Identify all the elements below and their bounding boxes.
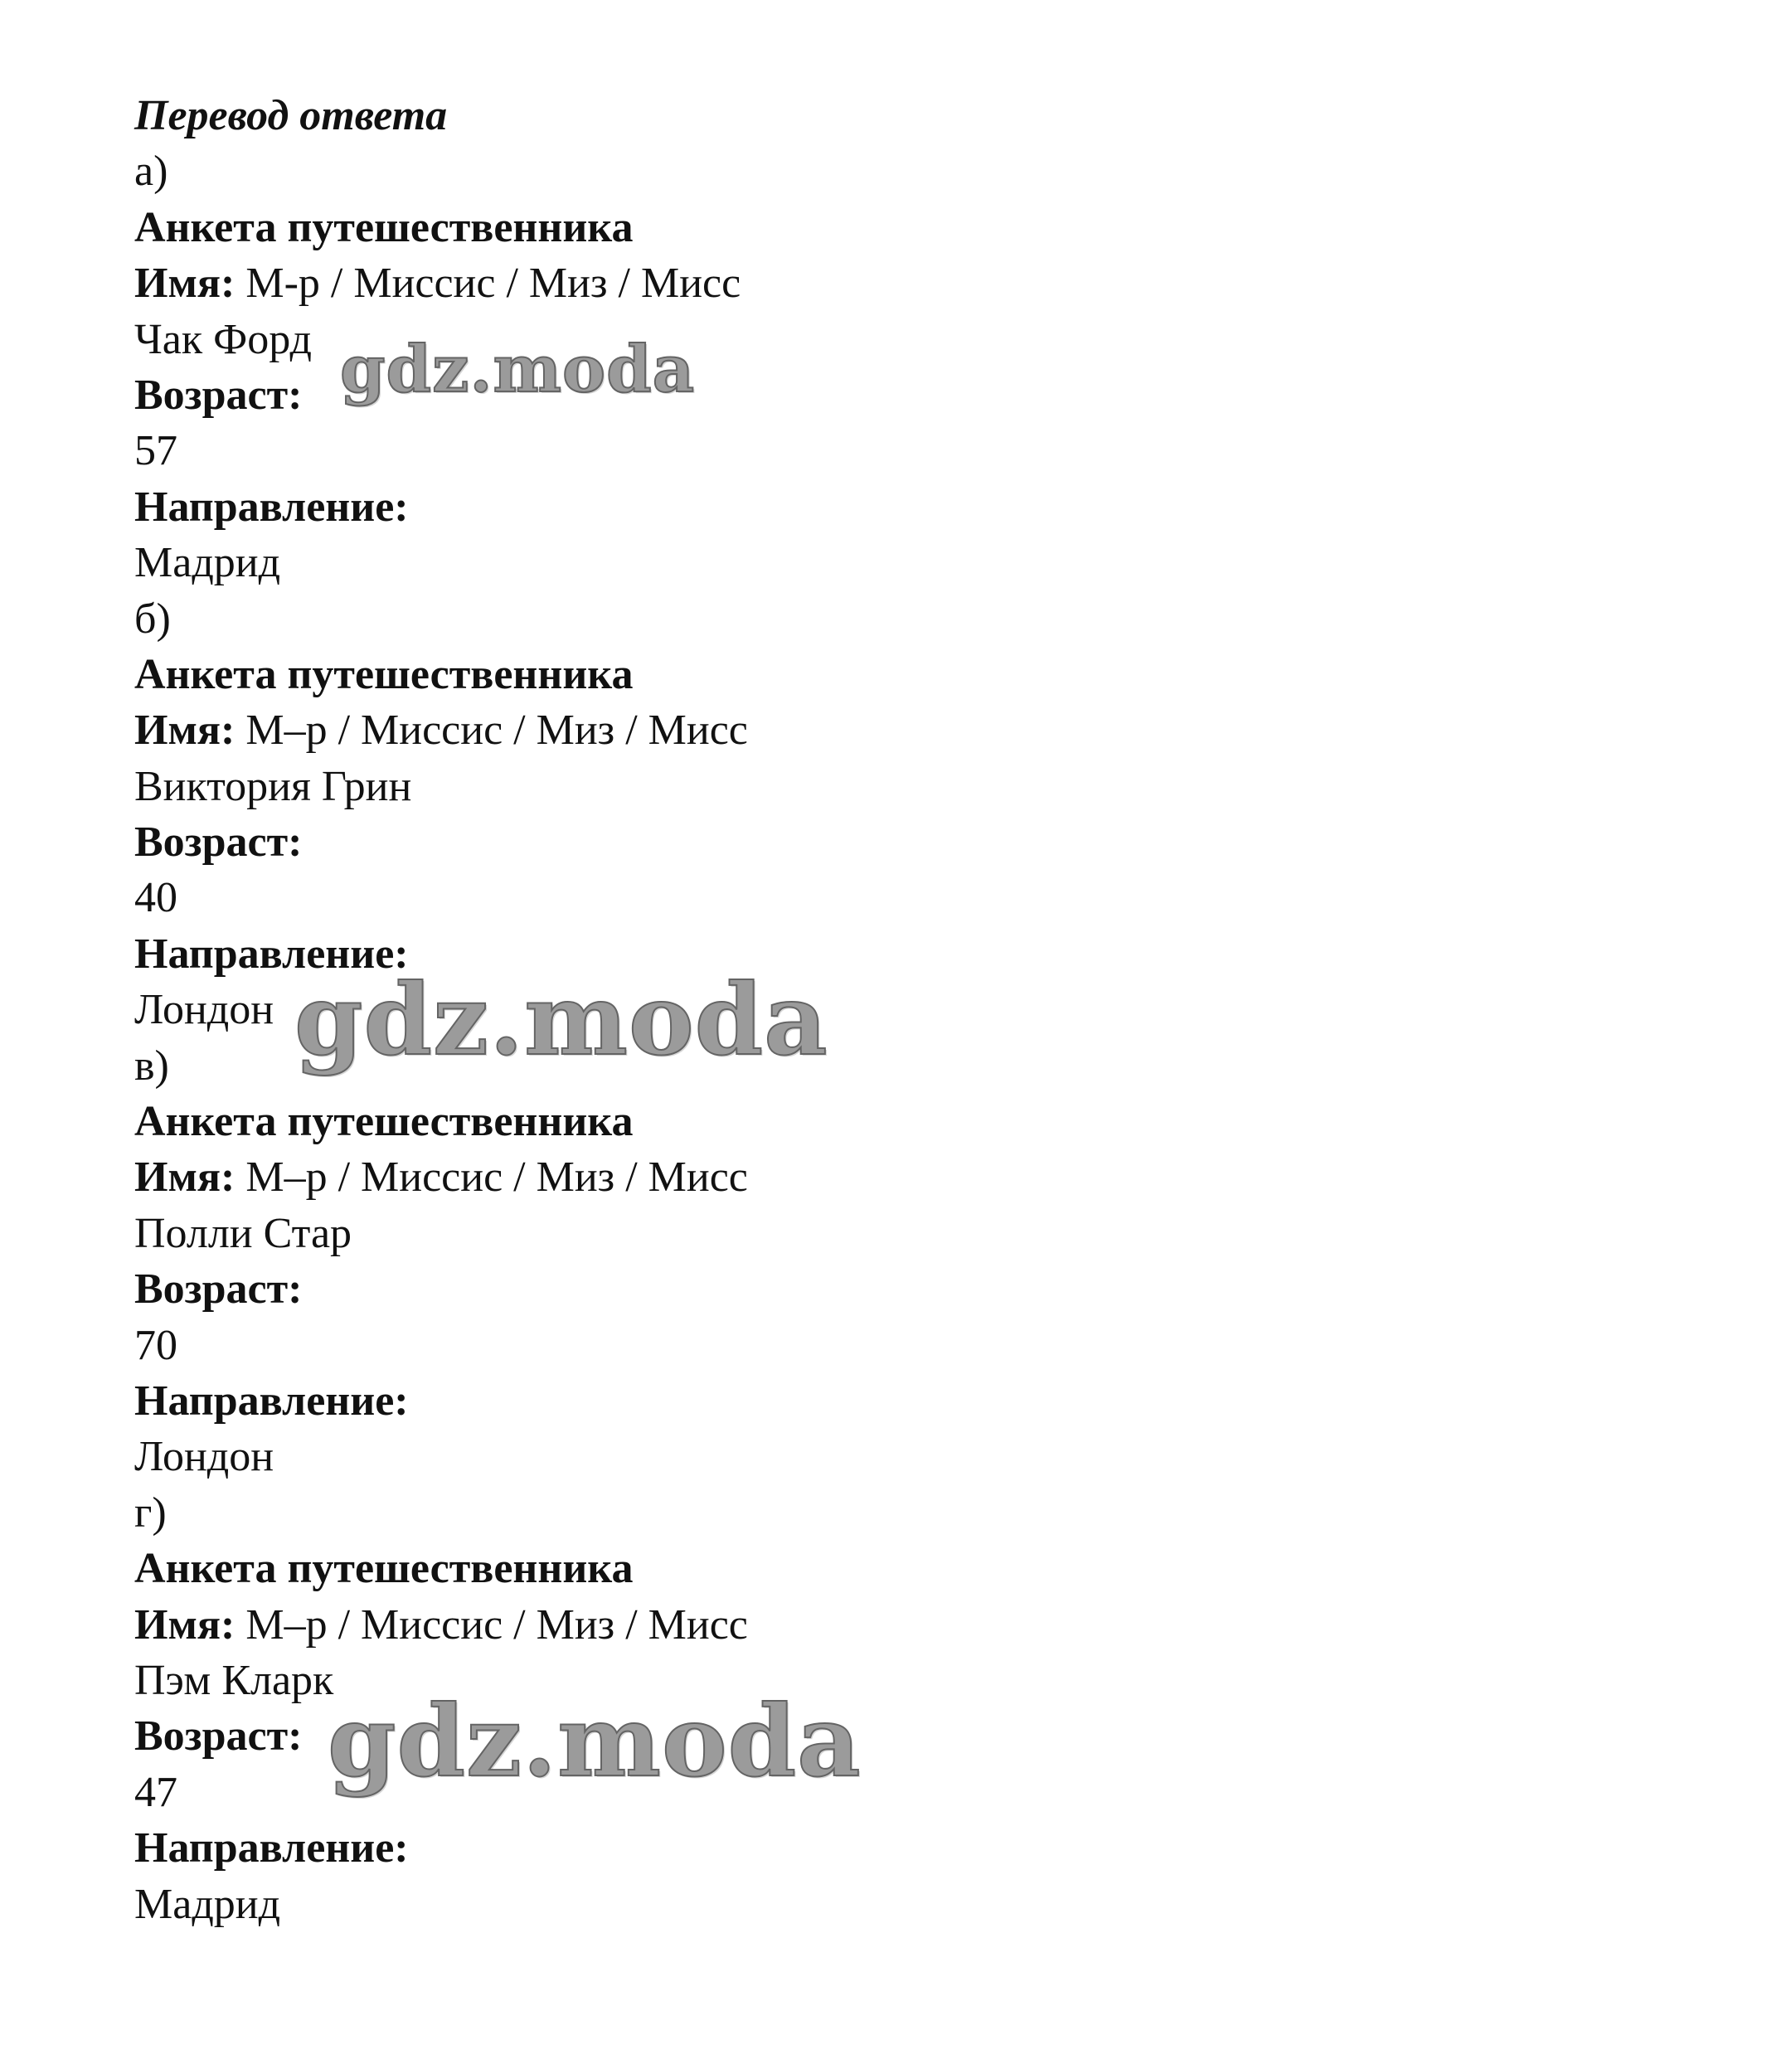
- age-value: 57: [134, 427, 177, 475]
- age-label: Возраст:: [134, 371, 303, 419]
- destination-label: Направление:: [134, 483, 409, 531]
- section-heading: Анкета путешественника: [134, 1098, 634, 1146]
- destination-value: Лондон: [134, 1433, 274, 1481]
- page-title: Перевод ответа: [134, 92, 448, 139]
- section-heading: Анкета путешественника: [134, 203, 634, 251]
- destination-label: Направление:: [134, 1377, 409, 1425]
- age-label: Возраст:: [134, 818, 303, 867]
- name-row: [134, 1597, 1710, 1653]
- name-row: [134, 702, 1710, 758]
- destination-value: Мадрид: [134, 539, 281, 587]
- section-marker: в): [134, 1042, 169, 1090]
- name-label: Имя:: [134, 1153, 236, 1202]
- name-value: Полли Стар: [134, 1209, 352, 1257]
- age-value: 47: [134, 1768, 177, 1816]
- section-marker: а): [134, 148, 168, 196]
- name-label: Имя:: [134, 1600, 236, 1649]
- name-row: [134, 255, 1710, 311]
- section-heading: Анкета путешественника: [134, 650, 634, 698]
- name-label: Имя:: [134, 260, 236, 308]
- name-options: М–р / Миссис / Миз / Мисс: [235, 707, 748, 755]
- destination-label: Направление:: [134, 930, 409, 978]
- section-marker: г): [134, 1489, 167, 1537]
- watermark-logo: gdz.moda: [340, 332, 696, 407]
- name-value: Виктория Грин: [134, 762, 412, 810]
- section-heading: Анкета путешественника: [134, 1545, 634, 1593]
- age-value: 40: [134, 874, 177, 922]
- name-options: М-р / Миссис / Миз / Мисс: [235, 260, 741, 308]
- name-options: М–р / Миссис / Миз / Мисс: [235, 1600, 748, 1649]
- name-value: Чак Форд: [134, 315, 312, 363]
- name-row: [134, 1149, 1710, 1205]
- section-marker: б): [134, 595, 171, 643]
- name-label: Имя:: [134, 707, 236, 755]
- watermark-logo: gdz.moda: [328, 1683, 862, 1799]
- destination-value: Лондон: [134, 986, 274, 1034]
- age-label: Возраст:: [134, 1712, 303, 1760]
- name-value: Пэм Кларк: [134, 1656, 334, 1704]
- destination-value: Мадрид: [134, 1880, 281, 1928]
- age-label: Возраст:: [134, 1265, 303, 1314]
- age-value: 70: [134, 1321, 177, 1369]
- destination-label: Направление:: [134, 1824, 409, 1872]
- watermark-logo: gdz.moda: [294, 962, 828, 1077]
- name-options: М–р / Миссис / Миз / Мисс: [235, 1153, 748, 1202]
- questionnaire-section-c: [134, 1038, 1710, 1485]
